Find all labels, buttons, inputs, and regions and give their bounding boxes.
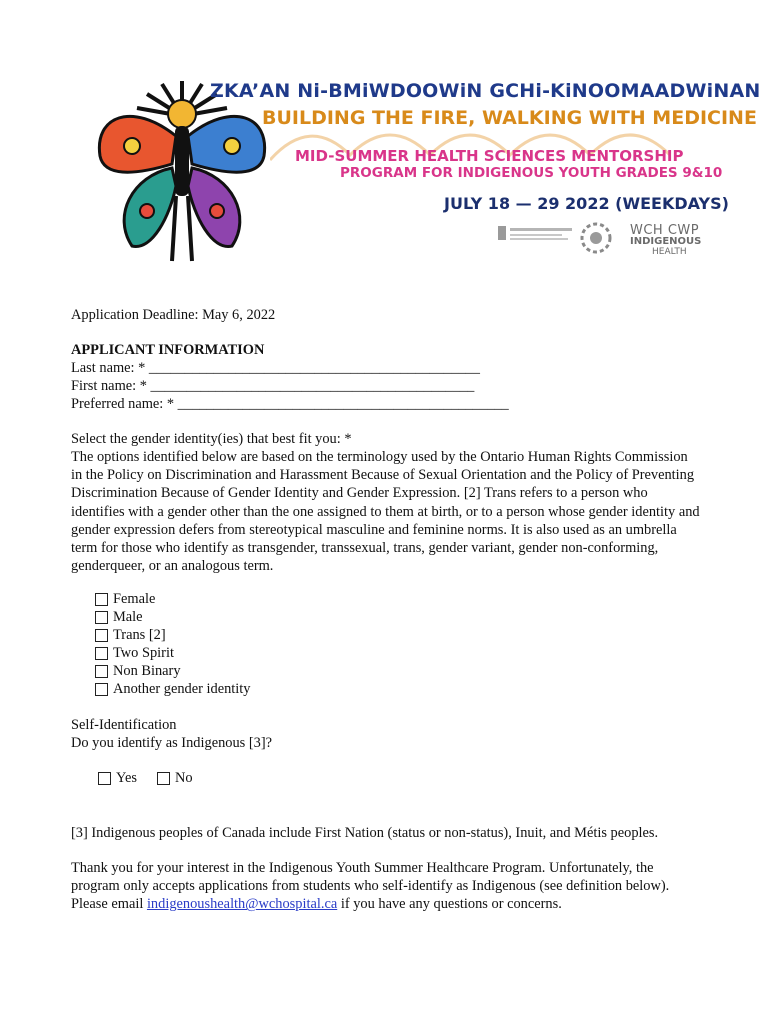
indigenous-yes-option[interactable] — [98, 769, 137, 787]
gender-option-non-binary[interactable] — [95, 662, 181, 680]
checkbox[interactable] — [95, 593, 108, 606]
closing-text: Thank you for your interest in the Indigenous Youth Summer Healthcare Program. Unfortunately, the program only accepts applications from students who self-identify as Indigenous (see definition below). Please email — [71, 860, 670, 913]
checkbox[interactable] — [95, 629, 108, 642]
footnote-indigenous: [3] Indigenous peoples of Canada include First Nation (status or non-status), Inuit, and Métis peoples. — [71, 825, 659, 841]
application-deadline: Application Deadline: May 6, 2022 — [71, 307, 276, 323]
self-id-heading: Self-Identification — [71, 717, 177, 733]
first-name-field[interactable]: First name: * _____________________________________________ — [71, 378, 475, 394]
closing-paragraph — [71, 859, 701, 914]
checkbox[interactable] — [95, 665, 108, 678]
wch-logo — [630, 225, 701, 258]
option-label: Female — [113, 590, 156, 607]
gender-option-male[interactable] — [95, 608, 143, 626]
option-label: Another gender identity — [113, 680, 251, 697]
wch-logo-sub1: INDIGENOUS — [630, 236, 702, 247]
no-label: No — [175, 769, 193, 786]
yes-checkbox[interactable] — [98, 772, 111, 785]
gender-option-two-spirit[interactable] — [95, 644, 174, 662]
banner-dates: JULY 18 — 29 2022 (WEEKDAYS) — [444, 194, 729, 213]
university-logo-icon — [496, 224, 576, 244]
gender-option-female[interactable] — [95, 590, 155, 608]
banner-subtitle: BUILDING THE FIRE, WALKING WITH MEDICINE — [262, 107, 757, 129]
option-label: Two Spirit — [113, 644, 174, 661]
wch-logo-text: WCH CWP — [630, 223, 700, 238]
checkbox[interactable] — [95, 611, 108, 624]
indigenous-no-option[interactable] — [157, 769, 193, 787]
yes-label: Yes — [116, 769, 137, 786]
banner-title: ZKA’AN Ni-BMiWDOOWiN GCHi-KiNOOMAADWiNAN — [210, 80, 761, 102]
email-link[interactable]: indigenoushealth@wchospital.ca — [146, 896, 338, 913]
gender-option-another[interactable] — [95, 680, 250, 698]
gender-description: The options identified below are based on the terminology used by the Ontario Human Rights Commission in the Policy on Discrimination and Harassment Because of Sexual Orientation and the Policy of Preventing Discrimination Because of Gender Identity and Gender Expression. [2] Trans refers to a person who identifies with a gender other than the one assigned to them at birth, or to a person whose gender identity and gender expression defers from stereotypical masculine and feminine norms. It is also used as an umbrella term for those who identify as transgender, transsexual, trans, gender variant, gender non-conforming, genderqueer, or an analogous term. — [71, 449, 700, 575]
gender-option-trans[interactable] — [95, 626, 166, 644]
option-label: Non Binary — [113, 662, 181, 679]
header-banner — [0, 0, 770, 280]
banner-mentorship: MID-SUMMER HEALTH SCIENCES MENTORSHIP — [295, 147, 684, 165]
preferred-name-field[interactable]: Preferred name: * ______________________________________________ — [71, 396, 509, 412]
medallion-logo-icon — [576, 220, 616, 256]
wch-logo-sub2: HEALTH — [652, 247, 687, 257]
option-label: Trans [2] — [113, 626, 166, 643]
option-label: Male — [113, 608, 143, 625]
butterfly-logo-icon — [92, 76, 272, 266]
no-checkbox[interactable] — [157, 772, 170, 785]
self-id-question: Do you identify as Indigenous [3]? — [71, 735, 273, 751]
last-name-field[interactable]: Last name: * ______________________________________________ — [71, 360, 480, 376]
applicant-heading: APPLICANT INFORMATION — [71, 342, 265, 358]
gender-prompt: Select the gender identity(ies) that best fit you: * — [71, 431, 352, 447]
checkbox[interactable] — [95, 683, 108, 696]
checkbox[interactable] — [95, 647, 108, 660]
closing-text-end: if you have any questions or concerns. — [337, 896, 562, 913]
banner-program: PROGRAM FOR INDIGENOUS YOUTH GRADES 9&10 — [340, 165, 723, 181]
